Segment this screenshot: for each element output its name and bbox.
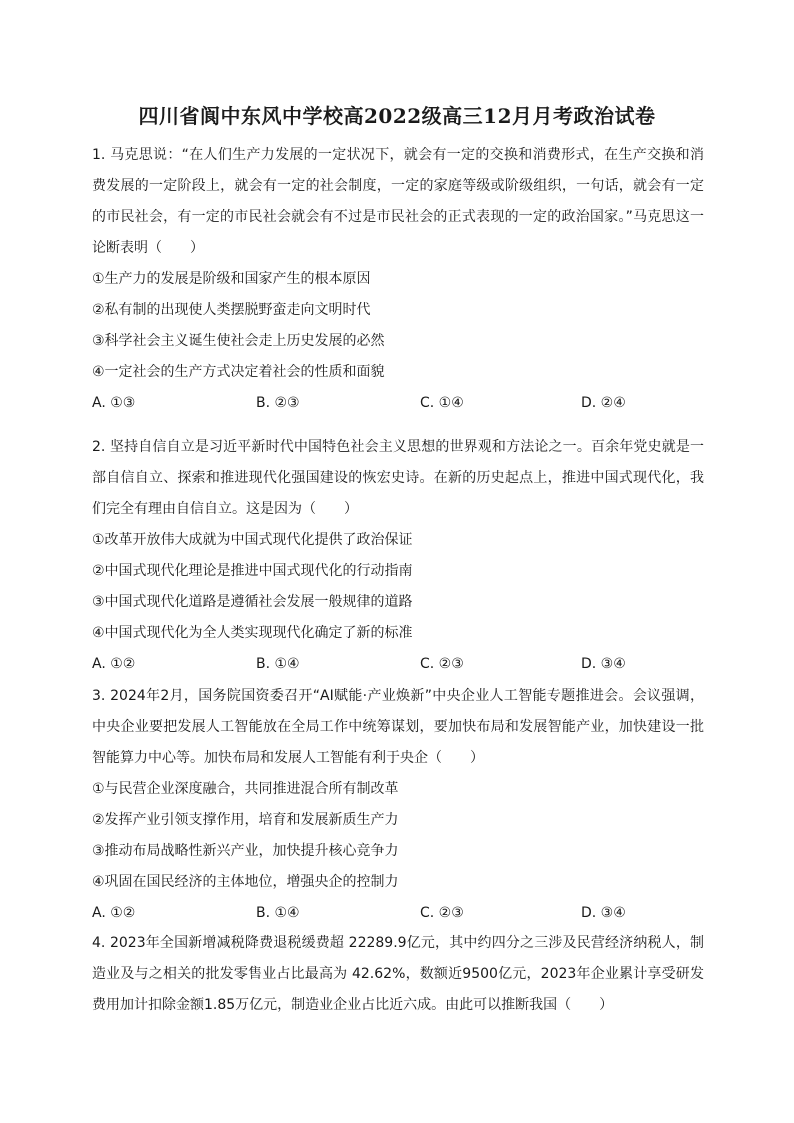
- choice-b[interactable]: B. ①④: [256, 656, 300, 672]
- choice-d[interactable]: D. ③④: [581, 905, 626, 921]
- question-stem: 2. 坚持自信自立是习近平新时代中国特色社会主义思想的世界观和方法论之一。百余年党史就是一部自信自立、探索和推进现代化强国建设的恢宏史诗。在新的历史起点上，推进中国式现代化，我们完全有理由自信自立。这是因为（ ）: [92, 439, 704, 517]
- question-3: [92, 681, 704, 929]
- statement-2: ②发挥产业引领支撑作用，培育和发展新质生产力: [92, 812, 399, 828]
- statement-3: ③中国式现代化道路是遵循社会发展一般规律的道路: [92, 594, 413, 610]
- statement-3: ③科学社会主义诞生使社会走上历史发展的必然: [92, 333, 385, 349]
- statement-1: ①改革开放伟大成就为中国式现代化提供了政治保证: [92, 532, 413, 548]
- choice-c[interactable]: C. ②③: [420, 656, 464, 672]
- choice-b[interactable]: B. ①④: [256, 905, 300, 921]
- statement-2: ②私有制的出现使人类摆脱野蛮走向文明时代: [92, 302, 371, 318]
- question-stem: 1. 马克思说：“在人们生产力发展的一定状况下，就会有一定的交换和消费形式，在生产交换和消费发展的一定阶段上，就会有一定的社会制度，一定的家庭等级或阶级组织，一句话，就会有一定的市民社会，有一定的市民社会就会有不过是市民社会的正式表现的一定的政治国家。”马克思这一论断表明（ ）: [92, 147, 704, 256]
- statement-1: ①与民营企业深度融合，共同推进混合所有制改革: [92, 781, 399, 797]
- answer-choices: [92, 388, 704, 419]
- choice-c[interactable]: C. ②③: [420, 905, 464, 921]
- statement-4: ④巩固在国民经济的主体地位，增强央企的控制力: [92, 874, 399, 890]
- choice-d[interactable]: D. ②④: [581, 395, 626, 411]
- choice-d[interactable]: D. ③④: [581, 656, 626, 672]
- choice-b[interactable]: B. ②③: [256, 395, 300, 411]
- question-2: [92, 432, 704, 680]
- statement-2: ②中国式现代化理论是推进中国式现代化的行动指南: [92, 563, 413, 579]
- question-stem: 3. 2024年2月，国务院国资委召开“AI赋能·产业焕新”中央企业人工智能专题推进会。会议强调，中央企业要把发展人工智能放在全局工作中统筹谋划，要加快布局和发展智能产业，加快建设一批智能算力中心等。加快布局和发展人工智能有利于央企（ ）: [92, 688, 704, 766]
- question-stem: 4. 2023年全国新增减税降费退税缓费超 22289.9亿元，其中约四分之三涉及民营经济纳税人，制造业及与之相关的批发零售业占比最高为 42.62%，数额近9500亿元，2023年企业累计享受研发费用加计扣除金额1.85万亿元，制造业企业占比近六成。由此可以推断我国（ ）: [92, 935, 704, 1013]
- question-4: [92, 928, 704, 1021]
- answer-choices: [92, 898, 704, 929]
- statement-4: ④一定社会的生产方式决定着社会的性质和面貌: [92, 364, 385, 380]
- statement-1: ①生产力的发展是阶级和国家产生的根本原因: [92, 271, 371, 287]
- choice-a[interactable]: A. ①②: [92, 905, 136, 921]
- statement-4: ④中国式现代化为全人类实现现代化确定了新的标准: [92, 625, 413, 641]
- choice-a[interactable]: A. ①③: [92, 395, 136, 411]
- exam-title: 四川省阆中东风中学校高2022级高三12月月考政治试卷: [138, 104, 656, 128]
- question-1: [92, 140, 704, 419]
- answer-choices: [92, 649, 704, 680]
- statement-3: ③推动布局战略性新兴产业，加快提升核心竞争力: [92, 843, 399, 859]
- choice-c[interactable]: C. ①④: [420, 395, 464, 411]
- choice-a[interactable]: A. ①②: [92, 656, 136, 672]
